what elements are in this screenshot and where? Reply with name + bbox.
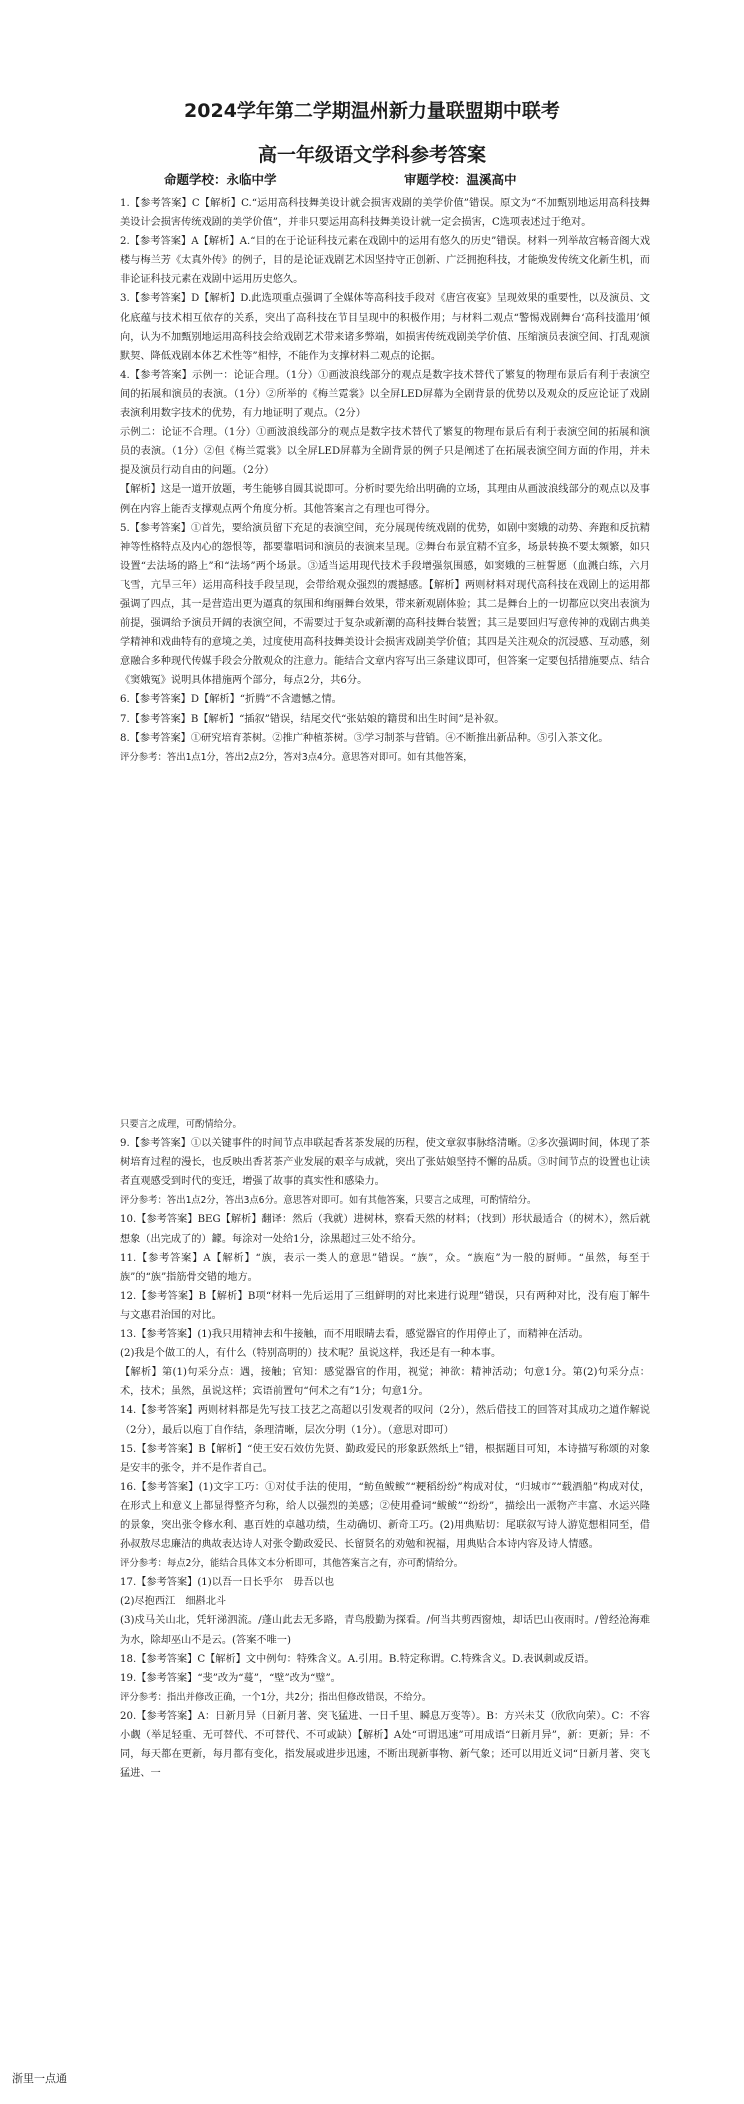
answer-paragraph: 14.【参考答案】两则材料都是先写技工技艺之高超以引发观者的叹问（2分），然后借技工的回答对其成功之道作解说（2分），最后以庖丁自作结，条理清晰，层次分明（1分）。（意思对即可） [120,1405,650,1436]
reviewer-school: 审题学校：温溪高中 [404,172,517,187]
answer-paragraph: 3.【参考答案】D【解析】D.此选项重点强调了全媒体等高科技手段对《唐宫夜宴》呈现效果的重要性，以及演员、文化底蕴与技术相互依存的关系，突出了高科技在节目呈现中的积极作用；与材料二观点“警惕戏剧舞台‘高科技滥用’倾向，认为不加甄别地运用高科技会给戏剧艺术带来诸多弊端，如损害传统戏剧美学价值、压缩演员表演空间、打乱观演默契、降低戏剧本体艺术性等”相悖，不能作为支撑材料二观点的论据。 [120,293,650,362]
answer-paragraph: 8.【参考答案】①研究培育茶树。②推广种植茶树。③学习制茶与营销。④不断推出新品种。⑤引入茶文化。 [120,732,609,744]
exam-subtitle: 高一年级语文学科参考答案 [257,144,486,166]
answer-paragraph: 10.【参考答案】BEG【解析】翻译：然后（我就）进树林，察看天然的材料；（找到）形状最适合（的树木），然后就想象（出完成了的）鐻。每涂对一处给1分，涂黑超过三处不给分。 [120,1214,650,1245]
answers-block-2 [120,1115,650,1783]
answer-paragraph: (3)戍马关山北，凭轩涕泗流。/蓬山此去无多路，青鸟殷勤为探看。/何当共剪西窗烛，却话巴山夜雨时。/曾经沧海难为水，除却巫山不是云。(答案不唯一) [120,1615,650,1646]
answer-paragraph: 5.【参考答案】①首先，要给演员留下充足的表演空间，充分展现传统戏剧的优势，如剧中窦娥的动势、奔跑和反抗精神等性格特点及内心的怨恨等，都要靠唱词和演员的表演来呈现。②舞台布景宜精不宜多，场景转换不要太频繁，如只设置“去法场的路上”和“法场”两个场景。③适当运用现代技术手段增强氛围感，如窦娥的三桩誓愿（血溅白练，六月飞雪，亢旱三年）运用高科技手段呈现，会带给观众强烈的震撼感。【解析】两则材料对现代高科技在戏剧上的运用都强调了四点，其一是营造出更为逼真的氛围和绚丽舞台效果，带来新观剧体验；其二是舞台上的一切都应以突出表演为前提，强调给予演员开阔的表演空间，不需要过于复杂或新潮的高科技舞台装置；其三是要回归写意传神的戏剧古典美学精神和戏曲特有的意境之美，过度使用高科技舞美设计会损害戏剧美学价值；其四是关注观众的沉浸感、互动感，刻意融合多种现代传媒手段会分散观众的注意力。能结合文章内容写出三条建议即可，但答案一定要包括措施要点、结合《窦娥冤》说明具体措施两个部分，每点2分，共6分。 [120,522,650,687]
proposer-school: 命题学校：永临中学 [164,172,277,187]
answer-paragraph: 【解析】第(1)句采分点：遇，接触；官知：感觉器官的作用，视觉；神欲：精神活动；句意1分。第(2)句采分点：术，技术；虽然，虽说这样；宾语前置句“何术之有”1分；句意1分。 [120,1367,650,1398]
answer-paragraph: 【解析】这是一道开放题，考生能够自圆其说即可。分析时要先给出明确的立场，其理由从画波浪线部分的观点以及事例在内容上能否支撑观点两个角度分析。其他答案言之有理也可得分。 [120,484,650,515]
scoring-note: 评分参考：指出并修改正确，一个1分，共2分；指出但修改错误，不给分。 [120,1691,432,1703]
answer-paragraph: 17.【参考答案】(1)以吾一日长乎尔 毋吾以也 [120,1577,335,1589]
answer-paragraph: (2)尽抱西江 细斟北斗 [120,1596,227,1608]
answer-paragraph: 12.【参考答案】B【解析】B项“材料一先后运用了三组鲜明的对比来进行说理”错误，只有两种对比，没有庖丁解牛与文惠君治国的对比。 [120,1290,650,1321]
answer-paragraph: 11.【参考答案】A【解析】“族，表示一类人的意思”错误。“族”，众。“族庖”为一般的厨师。“虽然，每至于族”的“族”指筋骨交错的地方。 [120,1252,650,1283]
answer-paragraph: 6.【参考答案】D【解析】“折腾”不含遗憾之情。 [120,694,342,706]
answer-paragraph: 18.【参考答案】C【解析】文中例句：特殊含义。A.引用。B.特定称谓。C.特殊含义。D.表讽刺或反语。 [120,1653,595,1665]
answers-block-1 [120,194,650,767]
answer-paragraph: 4.【参考答案】示例一：论证合理。（1分）①画波浪线部分的观点是数字技术替代了繁复的物理布景后有利于表演空间的拓展和演员的表演。（1分）②所举的《梅兰霓裳》以全屏LED屏幕为全剧背景的优势以及观众的反应论证了戏剧表演利用数字技术的优势，有力地证明了观点。（2分） [120,369,650,420]
scoring-note: 评分参考：答出1点1分，答出2点2分，答对3点4分。意思答对即可。如有其他答案， [120,751,473,763]
scoring-note-continued: 只要言之成理，可酌情给分。 [120,1119,242,1130]
answer-paragraph: 16.【参考答案】(1)文字工巧：①对仗手法的使用，“鲂鱼鲅鲅”“粳稻纷纷”构成对仗，“归城市”“载酒船”构成对仗，在形式上和意义上都显得整齐匀称，给人以强烈的美感；②使用叠词“鲅鲅”“纷纷”，描绘出一派物产丰富、水运兴隆的景象，突出张令修水利、惠百姓的卓越功绩，生动确切、新奇工巧。(2)用典贴切：尾联叙写诗人游览想相同至，借孙叔敖尽忠廉洁的典故表达诗人对张令勤政爱民、长留贤名的劝勉和祝福，用典贴合本诗内容及诗人情感。 [120,1481,650,1551]
answer-paragraph: 2.【参考答案】A【解析】A.“目的在于论证科技元素在戏剧中的运用有悠久的历史”错误。材料一列举故宫畅音阁大戏楼与梅兰芳《太真外传》的例子，目的是论证戏剧艺术因坚持守正创新、广泛拥抱科技，才能焕发传统文化新生机，而非论证科技元素在戏剧中运用历史悠久。 [120,236,650,286]
scoring-note: 评分参考：答出1点2分，答出3点6分。意思答对即可。如有其他答案，只要言之成理，可酌情给分。 [120,1195,537,1207]
watermark-footer: 浙里一点通 [12,2072,67,2085]
answer-paragraph: 7.【参考答案】B【解析】“插叙”错误，结尾交代“张姑娘的籍贯和出生时间”是补叙。 [120,713,505,725]
exam-title: 2024学年第二学期温州新力量联盟期中联考 [184,100,560,122]
answer-paragraph: 示例二：论证不合理。（1分）①画波浪线部分的观点是数字技术替代了繁复的物理布景后有利于表演空间的拓展和演员的表演。（1分）②但《梅兰霓裳》以全屏LED屏幕为全剧背景的例子只是阐述了在拓展表演空间方面的作用，并未提及演员行动自由的问题。（2分） [120,427,650,477]
answer-paragraph: (2)我是个做工的人，有什么（特别高明的）技术呢？虽说这样，我还是有一种本事。 [120,1348,502,1360]
answer-paragraph: 15.【参考答案】B【解析】“使王安石效仿先贤、勤政爱民的形象跃然纸上”错，根据题目可知，本诗描写称颂的对象是安丰的张令，并不是作者自己。 [120,1443,650,1474]
answer-paragraph: 19.【参考答案】“斐”改为“蔓”，“壁”改为“璧”。 [120,1672,341,1684]
answer-paragraph: 9.【参考答案】①以关键事件的时间节点串联起香茗茶发展的历程，使文章叙事脉络清晰。②多次强调时间，体现了茶树培育过程的漫长，也反映出香茗茶产业发展的艰辛与成就，突出了张姑娘坚持不懈的品质。③时间节点的设置也让读者直观感受到时代的变迁，增强了故事的真实性和感染力。 [120,1138,650,1188]
scoring-note: 评分参考：每点2分，能结合具体文本分析即可，其他答案言之有，亦可酌情给分。 [120,1558,464,1570]
answer-paragraph: 1.【参考答案】C【解析】C.“运用高科技舞美设计就会损害戏剧的美学价值”错误。原文为“不加甄别地运用高科技舞美设计会损害传统戏剧的美学价值”，并非只要运用高科技舞美设计就一定会损害，C选项表述过于绝对。 [120,198,650,229]
answer-paragraph: 13.【参考答案】(1)我只用精神去和牛接触，而不用眼睛去看，感觉器官的作用停止了，而精神在活动。 [120,1329,589,1341]
answer-paragraph: 20.【参考答案】A：日新月异（日新月著、突飞猛进、一日千里、瞬息万变等）。B：方兴未艾（欣欣向荣）。C：不容小觑（举足轻重、无可替代、不可替代、不可或缺）【解析】A处“可谓迅速”可用成语“日新月异”，新：更新；异：不同，每天都在更新，每月都有变化，指发展或进步迅速，不断出现新事物、新气象；还可以用近义词“日新月著、突飞猛进、一 [120,1710,650,1780]
